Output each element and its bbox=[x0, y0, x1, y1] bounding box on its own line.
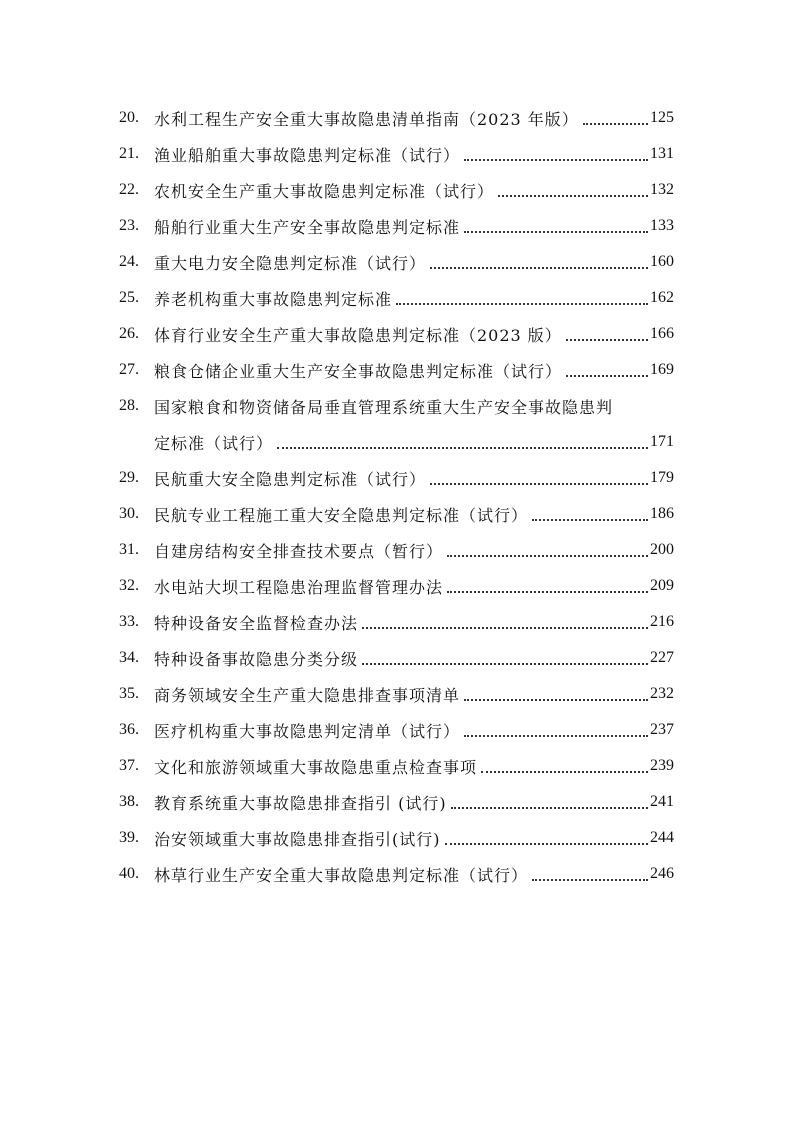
page-number: 186 bbox=[650, 505, 674, 522]
entry-number: 31. bbox=[119, 541, 139, 558]
dot-leader bbox=[464, 735, 648, 737]
entry-title: 渔业船舶重大事故隐患判定标准（试行） bbox=[154, 145, 461, 165]
page-number: 131 bbox=[650, 145, 674, 162]
dot-leader bbox=[362, 627, 648, 629]
toc-line bbox=[119, 172, 674, 208]
entry-title: 文化和旅游领域重大事故隐患重点检查事项 bbox=[154, 757, 478, 777]
toc-entry-22[interactable] bbox=[119, 172, 674, 208]
entry-title: 粮食仓储企业重大生产安全事故隐患判定标准（试行） bbox=[154, 361, 563, 381]
toc-entry-29[interactable] bbox=[119, 460, 674, 496]
page-number: 216 bbox=[650, 613, 674, 630]
entry-title: 重大电力安全隐患判定标准（试行） bbox=[154, 253, 427, 273]
entry-title: 特种设备安全监督检查办法 bbox=[154, 613, 359, 633]
page-number: 160 bbox=[650, 253, 674, 270]
entry-number: 24. bbox=[119, 253, 139, 270]
toc-line bbox=[119, 100, 674, 136]
dot-leader bbox=[481, 771, 648, 773]
entry-number: 34. bbox=[119, 649, 139, 666]
entry-number: 29. bbox=[119, 469, 139, 486]
entry-number: 20. bbox=[119, 109, 139, 126]
entry-title: 商务领域安全生产重大隐患排查事项清单 bbox=[154, 685, 461, 705]
page-number: 125 bbox=[650, 109, 674, 126]
page-number: 162 bbox=[650, 289, 674, 306]
dot-leader bbox=[447, 591, 648, 593]
entry-number: 21. bbox=[119, 145, 139, 162]
dot-leader bbox=[362, 663, 648, 665]
entry-title: 自建房结构安全排查技术要点（暂行） bbox=[154, 541, 444, 561]
toc-line bbox=[119, 604, 674, 640]
entry-title: 教育系统重大事故隐患排查指引 (试行) bbox=[154, 793, 447, 813]
toc-entry-33[interactable] bbox=[119, 604, 674, 640]
entry-number: 35. bbox=[119, 685, 139, 702]
page-number: 239 bbox=[650, 757, 674, 774]
dot-leader bbox=[464, 699, 648, 701]
entry-title-line2: 定标准（试行） bbox=[154, 433, 274, 453]
entry-title: 林草行业生产安全重大事故隐患判定标准（试行） bbox=[154, 865, 529, 885]
toc-line bbox=[119, 352, 674, 388]
toc-line bbox=[119, 568, 674, 604]
toc-entry-23[interactable] bbox=[119, 208, 674, 244]
toc-entry-20[interactable] bbox=[119, 100, 674, 136]
toc-entry-26[interactable] bbox=[119, 316, 674, 352]
toc-line bbox=[119, 640, 674, 676]
entry-title: 农机安全生产重大事故隐患判定标准（试行） bbox=[154, 181, 495, 201]
toc-line bbox=[119, 820, 674, 856]
toc-entry-34[interactable] bbox=[119, 640, 674, 676]
toc-entry-35[interactable] bbox=[119, 676, 674, 712]
dot-leader bbox=[583, 123, 648, 125]
page-number: 171 bbox=[650, 433, 674, 450]
toc-line bbox=[119, 208, 674, 244]
entry-number: 36. bbox=[119, 721, 139, 738]
dot-leader bbox=[430, 483, 648, 485]
toc-entry-40[interactable] bbox=[119, 856, 674, 892]
table-of-contents bbox=[119, 100, 674, 892]
entry-title-line1: 国家粮食和物资储备局垂直管理系统重大生产安全事故隐患判 bbox=[154, 397, 614, 417]
page-number: 179 bbox=[650, 469, 674, 486]
toc-line bbox=[119, 784, 674, 820]
page-number: 244 bbox=[650, 829, 674, 846]
entry-number: 26. bbox=[119, 325, 139, 342]
toc-entry-32[interactable] bbox=[119, 568, 674, 604]
entry-number: 38. bbox=[119, 793, 139, 810]
dot-leader bbox=[445, 843, 649, 845]
dot-leader bbox=[566, 375, 648, 377]
toc-entry-31[interactable] bbox=[119, 532, 674, 568]
toc-line bbox=[119, 136, 674, 172]
dot-leader bbox=[277, 447, 648, 449]
entry-number: 37. bbox=[119, 757, 139, 774]
entry-number: 27. bbox=[119, 361, 139, 378]
entry-number: 39. bbox=[119, 829, 139, 846]
entry-number: 28. bbox=[119, 397, 139, 414]
entry-title: 民航专业工程施工重大安全隐患判定标准（试行） bbox=[154, 505, 529, 525]
entry-title: 治安领域重大事故隐患排查指引(试行) bbox=[154, 829, 441, 849]
toc-line bbox=[119, 676, 674, 712]
page-number: 232 bbox=[650, 685, 674, 702]
dot-leader bbox=[447, 555, 648, 557]
page-number: 133 bbox=[650, 217, 674, 234]
toc-line-continuation bbox=[119, 424, 674, 460]
dot-leader bbox=[396, 303, 648, 305]
toc-entry-25[interactable] bbox=[119, 280, 674, 316]
page-number: 241 bbox=[650, 793, 674, 810]
dot-leader bbox=[464, 231, 648, 233]
entry-title: 体育行业安全生产重大事故隐患判定标准（2023 版） bbox=[154, 325, 562, 345]
toc-line bbox=[119, 316, 674, 352]
toc-line bbox=[119, 748, 674, 784]
page-number: 200 bbox=[650, 541, 674, 558]
toc-entry-27[interactable] bbox=[119, 352, 674, 388]
toc-line bbox=[119, 856, 674, 892]
entry-title: 特种设备事故隐患分类分级 bbox=[154, 649, 359, 669]
page-number: 166 bbox=[650, 325, 674, 342]
toc-entry-30[interactable] bbox=[119, 496, 674, 532]
toc-entry-36[interactable] bbox=[119, 712, 674, 748]
toc-entry-39[interactable] bbox=[119, 820, 674, 856]
toc-entry-37[interactable] bbox=[119, 748, 674, 784]
toc-line bbox=[119, 532, 674, 568]
toc-line bbox=[119, 460, 674, 496]
toc-entry-28[interactable] bbox=[119, 388, 674, 460]
toc-entry-38[interactable] bbox=[119, 784, 674, 820]
dot-leader bbox=[566, 339, 648, 341]
entry-number: 25. bbox=[119, 289, 139, 306]
toc-line bbox=[119, 388, 674, 424]
entry-title: 养老机构重大事故隐患判定标准 bbox=[154, 289, 393, 309]
toc-line bbox=[119, 244, 674, 280]
toc-entry-21[interactable] bbox=[119, 136, 674, 172]
dot-leader bbox=[451, 807, 648, 809]
toc-entry-24[interactable] bbox=[119, 244, 674, 280]
dot-leader bbox=[498, 195, 648, 197]
dot-leader bbox=[532, 519, 648, 521]
entry-number: 22. bbox=[119, 181, 139, 198]
entry-title: 水电站大坝工程隐患治理监督管理办法 bbox=[154, 577, 444, 597]
toc-line bbox=[119, 496, 674, 532]
entry-number: 23. bbox=[119, 217, 139, 234]
dot-leader bbox=[532, 879, 648, 881]
page-number: 246 bbox=[650, 865, 674, 882]
page-number: 169 bbox=[650, 361, 674, 378]
entry-title: 水利工程生产安全重大事故隐患清单指南（2023 年版） bbox=[154, 109, 579, 129]
entry-number: 32. bbox=[119, 577, 139, 594]
entry-number: 40. bbox=[119, 865, 139, 882]
page-number: 132 bbox=[650, 181, 674, 198]
page-number: 237 bbox=[650, 721, 674, 738]
page-number: 209 bbox=[650, 577, 674, 594]
page-number: 227 bbox=[650, 649, 674, 666]
entry-number: 33. bbox=[119, 613, 139, 630]
toc-line bbox=[119, 712, 674, 748]
toc-line bbox=[119, 280, 674, 316]
entry-title: 船舶行业重大生产安全事故隐患判定标准 bbox=[154, 217, 461, 237]
dot-leader bbox=[430, 267, 648, 269]
dot-leader bbox=[464, 159, 648, 161]
entry-number: 30. bbox=[119, 505, 139, 522]
entry-title: 医疗机构重大事故隐患判定清单（试行） bbox=[154, 721, 461, 741]
entry-title: 民航重大安全隐患判定标准（试行） bbox=[154, 469, 427, 489]
